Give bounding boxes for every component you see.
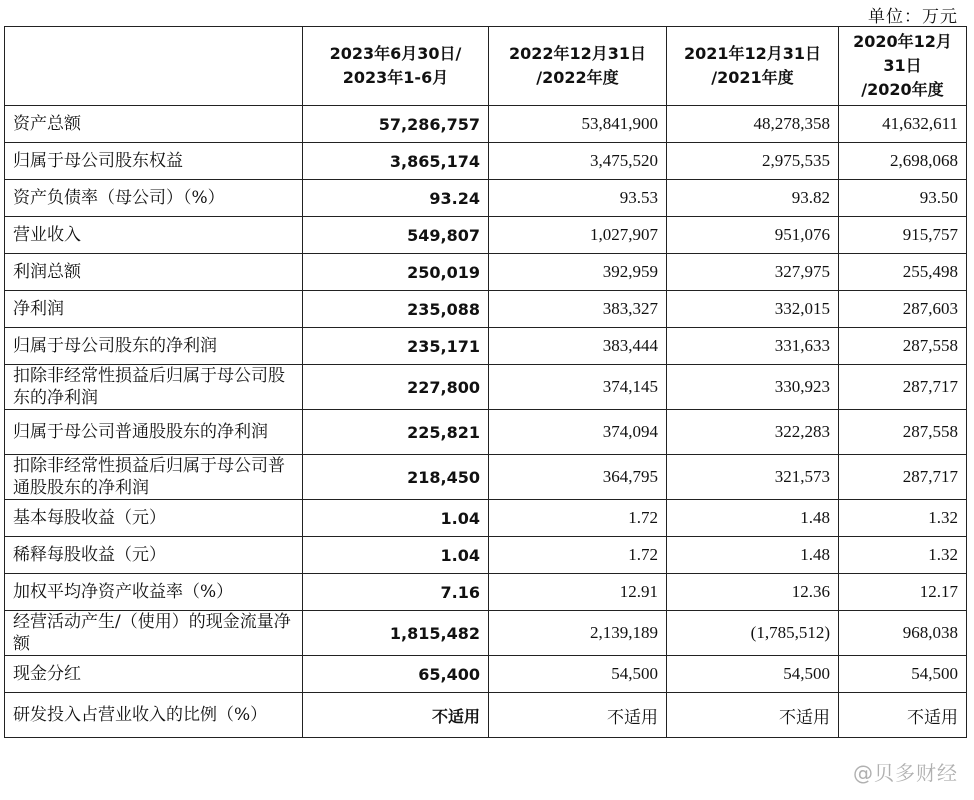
table-row <box>5 574 967 611</box>
row-label: 加权平均净资产收益率（%） <box>5 574 303 611</box>
header-cell-2023h1: 2023年6月30日/ 2023年1-6月 <box>303 27 489 106</box>
cell-value: 383,444 <box>489 328 667 365</box>
cell-value: 12.36 <box>667 574 839 611</box>
cell-value: 93.24 <box>303 180 489 217</box>
table-row <box>5 143 967 180</box>
cell-value: 3,475,520 <box>489 143 667 180</box>
cell-value: 3,865,174 <box>303 143 489 180</box>
cell-value: 1.04 <box>303 537 489 574</box>
row-label: 扣除非经常性损益后归属于母公司普通股股东的净利润 <box>5 455 303 500</box>
row-label: 归属于母公司普通股股东的净利润 <box>5 410 303 455</box>
row-label: 经营活动产生/（使用）的现金流量净额 <box>5 611 303 656</box>
cell-value: 383,327 <box>489 291 667 328</box>
cell-value: 235,088 <box>303 291 489 328</box>
row-label: 研发投入占营业收入的比例（%） <box>5 693 303 738</box>
cell-value: 65,400 <box>303 656 489 693</box>
cell-value: 321,573 <box>667 455 839 500</box>
cell-value: (1,785,512) <box>667 611 839 656</box>
cell-value: 287,717 <box>839 455 967 500</box>
cell-value: 1.48 <box>667 500 839 537</box>
header-cell-item <box>5 27 303 106</box>
table-row <box>5 217 967 254</box>
table-row <box>5 537 967 574</box>
header-cell-2020: 2020年12月 31日 /2020年度 <box>839 27 967 106</box>
cell-value: 968,038 <box>839 611 967 656</box>
table-row <box>5 106 967 143</box>
row-label: 净利润 <box>5 291 303 328</box>
cell-value: 57,286,757 <box>303 106 489 143</box>
row-label: 稀释每股收益（元） <box>5 537 303 574</box>
cell-value: 2,975,535 <box>667 143 839 180</box>
cell-value: 287,558 <box>839 410 967 455</box>
cell-value: 93.82 <box>667 180 839 217</box>
row-label: 营业收入 <box>5 217 303 254</box>
table-row <box>5 693 967 738</box>
cell-value: 331,633 <box>667 328 839 365</box>
cell-value: 915,757 <box>839 217 967 254</box>
table-row <box>5 611 967 656</box>
unit-label: 单位：万元 <box>868 7 958 27</box>
row-label: 资产总额 <box>5 106 303 143</box>
cell-value: 不适用 <box>839 693 967 738</box>
cell-value: 951,076 <box>667 217 839 254</box>
cell-value: 374,094 <box>489 410 667 455</box>
cell-value: 225,821 <box>303 410 489 455</box>
cell-value: 12.91 <box>489 574 667 611</box>
cell-value: 287,717 <box>839 365 967 410</box>
table-row <box>5 365 967 410</box>
cell-value: 364,795 <box>489 455 667 500</box>
table-row <box>5 656 967 693</box>
cell-value: 1.32 <box>839 537 967 574</box>
cell-value: 287,558 <box>839 328 967 365</box>
row-label: 基本每股收益（元） <box>5 500 303 537</box>
cell-value: 1.72 <box>489 537 667 574</box>
cell-value: 2,698,068 <box>839 143 967 180</box>
cell-value: 322,283 <box>667 410 839 455</box>
cell-value: 549,807 <box>303 217 489 254</box>
cell-value: 不适用 <box>303 693 489 738</box>
cell-value: 1.48 <box>667 537 839 574</box>
row-label: 资产负债率（母公司）（%） <box>5 180 303 217</box>
cell-value: 93.53 <box>489 180 667 217</box>
row-label: 归属于母公司股东权益 <box>5 143 303 180</box>
watermark: @贝多财经 <box>853 761 958 785</box>
cell-value: 218,450 <box>303 455 489 500</box>
cell-value: 2,139,189 <box>489 611 667 656</box>
cell-value: 250,019 <box>303 254 489 291</box>
cell-value: 93.50 <box>839 180 967 217</box>
cell-value: 53,841,900 <box>489 106 667 143</box>
cell-value: 54,500 <box>839 656 967 693</box>
table-row <box>5 410 967 455</box>
cell-value: 不适用 <box>489 693 667 738</box>
row-label: 利润总额 <box>5 254 303 291</box>
cell-value: 327,975 <box>667 254 839 291</box>
cell-value: 12.17 <box>839 574 967 611</box>
cell-value: 287,603 <box>839 291 967 328</box>
table-header-row <box>5 27 967 106</box>
header-cell-2022: 2022年12月31日 /2022年度 <box>489 27 667 106</box>
cell-value: 48,278,358 <box>667 106 839 143</box>
table-row <box>5 254 967 291</box>
cell-value: 330,923 <box>667 365 839 410</box>
table-row <box>5 500 967 537</box>
cell-value: 54,500 <box>667 656 839 693</box>
cell-value: 235,171 <box>303 328 489 365</box>
cell-value: 不适用 <box>667 693 839 738</box>
cell-value: 41,632,611 <box>839 106 967 143</box>
cell-value: 1.04 <box>303 500 489 537</box>
cell-value: 1,027,907 <box>489 217 667 254</box>
financial-summary-table <box>4 26 967 738</box>
cell-value: 1.72 <box>489 500 667 537</box>
row-label: 归属于母公司股东的净利润 <box>5 328 303 365</box>
header-cell-2021: 2021年12月31日 /2021年度 <box>667 27 839 106</box>
table-row <box>5 291 967 328</box>
cell-value: 255,498 <box>839 254 967 291</box>
row-label: 现金分红 <box>5 656 303 693</box>
table-row <box>5 455 967 500</box>
cell-value: 54,500 <box>489 656 667 693</box>
cell-value: 1.32 <box>839 500 967 537</box>
row-label: 扣除非经常性损益后归属于母公司股东的净利润 <box>5 365 303 410</box>
cell-value: 7.16 <box>303 574 489 611</box>
table-row <box>5 328 967 365</box>
table-row <box>5 180 967 217</box>
cell-value: 227,800 <box>303 365 489 410</box>
cell-value: 332,015 <box>667 291 839 328</box>
cell-value: 392,959 <box>489 254 667 291</box>
cell-value: 1,815,482 <box>303 611 489 656</box>
cell-value: 374,145 <box>489 365 667 410</box>
